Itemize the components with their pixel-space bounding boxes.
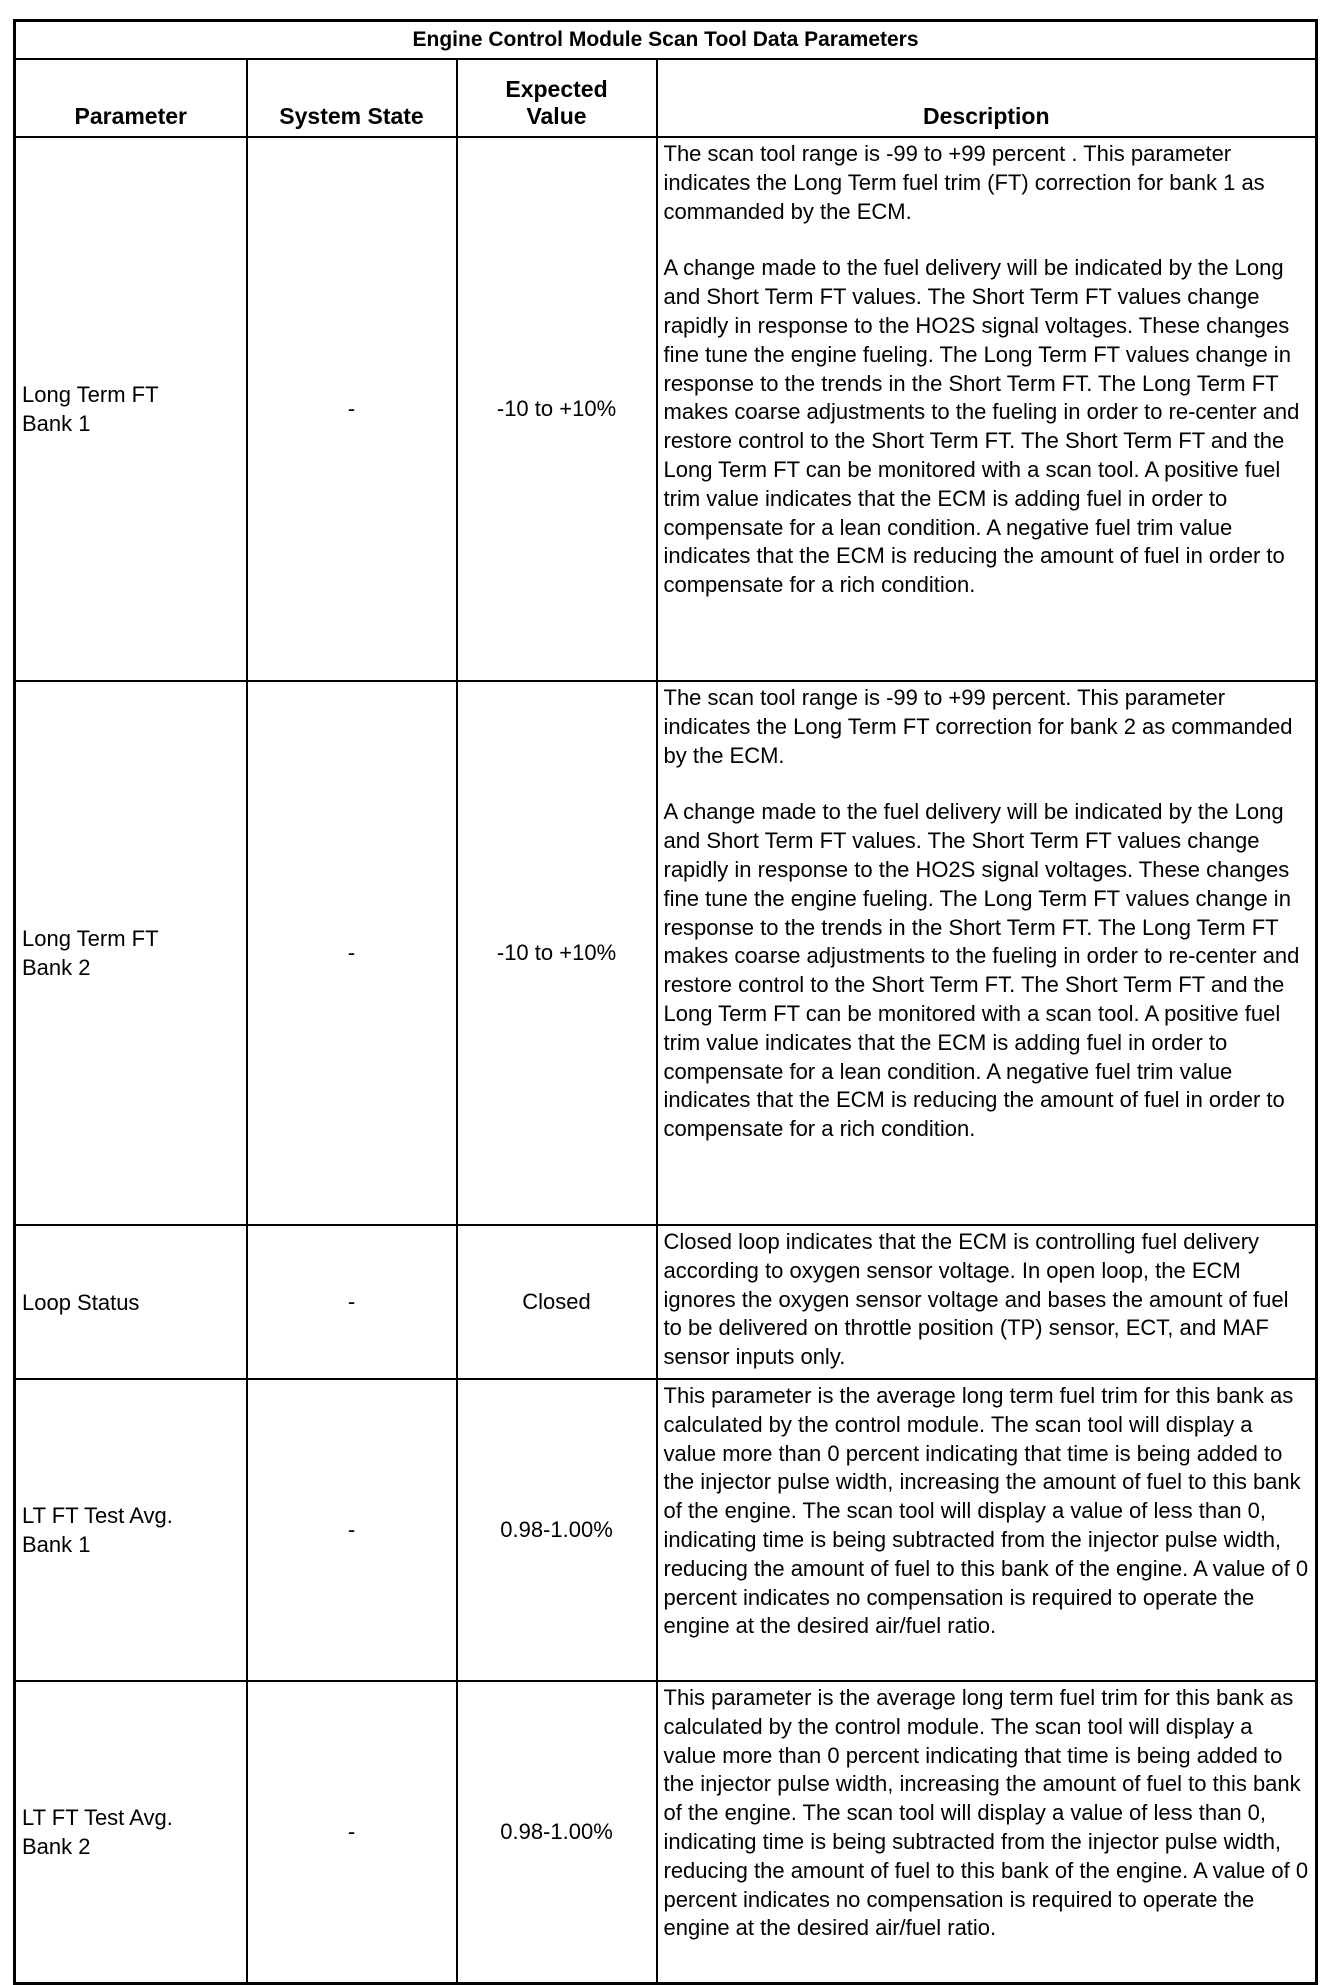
table-row xyxy=(15,1681,1317,1983)
description-cell xyxy=(657,681,1317,1225)
parameter-line1: LT FT Test Avg. xyxy=(22,1503,173,1528)
description-paragraph: The scan tool range is -99 to +99 percent . This parameter indicates the Long Term fuel trim (FT) correction for bank 1 as commanded by the ECM. xyxy=(663,141,1265,224)
parameter-line1: LT FT Test Avg. xyxy=(22,1804,173,1830)
parameter-line1: Long Term FT xyxy=(22,382,159,407)
table-row xyxy=(15,681,1317,1225)
parameter-line2: Bank 2 xyxy=(22,955,91,980)
expected-value-cell: -10 to +10% xyxy=(457,137,657,681)
header-expected-value xyxy=(457,59,657,137)
table-row xyxy=(15,1225,1317,1379)
header-expected-value-line2: Value xyxy=(526,103,587,129)
description-cell xyxy=(657,137,1317,681)
description-cell xyxy=(657,1379,1317,1681)
table-title-row xyxy=(15,21,1317,60)
expected-value-cell: 0.98-1.00% xyxy=(457,1681,657,1983)
system-state-cell: - xyxy=(247,1225,457,1379)
description-paragraph: The scan tool range is -99 to +99 percent. This parameter indicates the Long Term FT correction for bank 2 as commanded by the ECM. xyxy=(663,685,1293,768)
description-paragraph: A change made to the fuel delivery will be indicated by the Long and Short Term FT values. The Short Term FT values change rapidly in response to the HO2S signal voltages. These changes fine tune the engine fueling. The Long Term FT values change in response to the trends in the Short Term FT. The Long Term FT makes coarse adjustments to the fueling in order to re-center and restore control to the Short Term FT. The Short Term FT and the Long Term FT can be monitored with a scan tool. A positive fuel trim value indicates that the ECM is adding fuel in order to compensate for a lean condition. A negative fuel trim value indicates that the ECM is reducing the amount of fuel in order to compensate for a rich condition. xyxy=(663,255,1300,598)
expected-value-cell: Closed xyxy=(457,1225,657,1379)
parameter-line2: Bank 1 xyxy=(22,411,91,436)
parameter-line1: Long Term FT xyxy=(22,926,159,951)
system-state-cell: - xyxy=(247,1379,457,1681)
header-system-state: System State xyxy=(247,59,457,137)
header-description: Description xyxy=(657,59,1317,137)
expected-value-cell: -10 to +10% xyxy=(457,681,657,1225)
system-state-cell: - xyxy=(247,137,457,681)
parameter-line2: Bank 1 xyxy=(22,1532,91,1557)
description-paragraph: This parameter is the average long term fuel trim for this bank as calculated by the control module. The scan tool will display a value more than 0 percent indicating that time is being added to the injector pulse width, increasing the amount of fuel to this bank of the engine. The scan tool will display a value of less than 0, indicating time is being subtracted from the injector pulse width, reducing the amount of fuel to this bank of the engine. A value of 0 percent indicates no compensation is required to operate the engine at the desired air/fuel ratio. xyxy=(663,1685,1309,1941)
parameter-cell xyxy=(15,681,247,1225)
expected-value-cell: 0.98-1.00% xyxy=(457,1379,657,1681)
header-expected-value-line1: Expected xyxy=(505,76,608,102)
parameter-line2: Bank 2 xyxy=(22,1833,91,1859)
system-state-cell: - xyxy=(247,1681,457,1983)
header-parameter: Parameter xyxy=(15,59,247,137)
table-row xyxy=(15,137,1317,681)
table-row xyxy=(15,1379,1317,1681)
description-cell xyxy=(657,1225,1317,1379)
table-header-row xyxy=(15,59,1317,137)
description-paragraph: A change made to the fuel delivery will be indicated by the Long and Short Term FT values. The Short Term FT values change rapidly in response to the HO2S signal voltages. These changes fine tune the engine fueling. The Long Term FT values change in response to the trends in the Short Term FT. The Long Term FT makes coarse adjustments to the fueling in order to re-center and restore control to the Short Term FT. The Short Term FT and the Long Term FT can be monitored with a scan tool. A positive fuel trim value indicates that the ECM is adding fuel in order to compensate for a lean condition. A negative fuel trim value indicates that the ECM is reducing the amount of fuel in order to compensate for a rich condition. xyxy=(663,799,1300,1142)
parameter-line1: Loop Status xyxy=(22,1289,140,1315)
scan-tool-data-table xyxy=(13,19,1318,1985)
description-paragraph: Closed loop indicates that the ECM is controlling fuel delivery according to oxygen sensor voltage. In open loop, the ECM ignores the oxygen sensor voltage and bases the amount of fuel to be delivered on throttle position (TP) sensor, ECT, and MAF sensor inputs only. xyxy=(663,1229,1289,1370)
parameter-cell xyxy=(15,1681,247,1983)
description-cell xyxy=(657,1681,1317,1983)
system-state-cell: - xyxy=(247,681,457,1225)
description-paragraph: This parameter is the average long term fuel trim for this bank as calculated by the control module. The scan tool will display a value more than 0 percent indicating that time is being added to the injector pulse width, increasing the amount of fuel to this bank of the engine. The scan tool will display a value of less than 0, indicating time is being subtracted from the injector pulse width, reducing the amount of fuel to this bank of the engine. A value of 0 percent indicates no compensation is required to operate the engine at the desired air/fuel ratio. xyxy=(663,1383,1309,1639)
table-title: Engine Control Module Scan Tool Data Parameters xyxy=(15,21,1317,60)
parameter-cell xyxy=(15,137,247,681)
parameter-cell xyxy=(15,1225,247,1379)
parameter-cell xyxy=(15,1379,247,1681)
